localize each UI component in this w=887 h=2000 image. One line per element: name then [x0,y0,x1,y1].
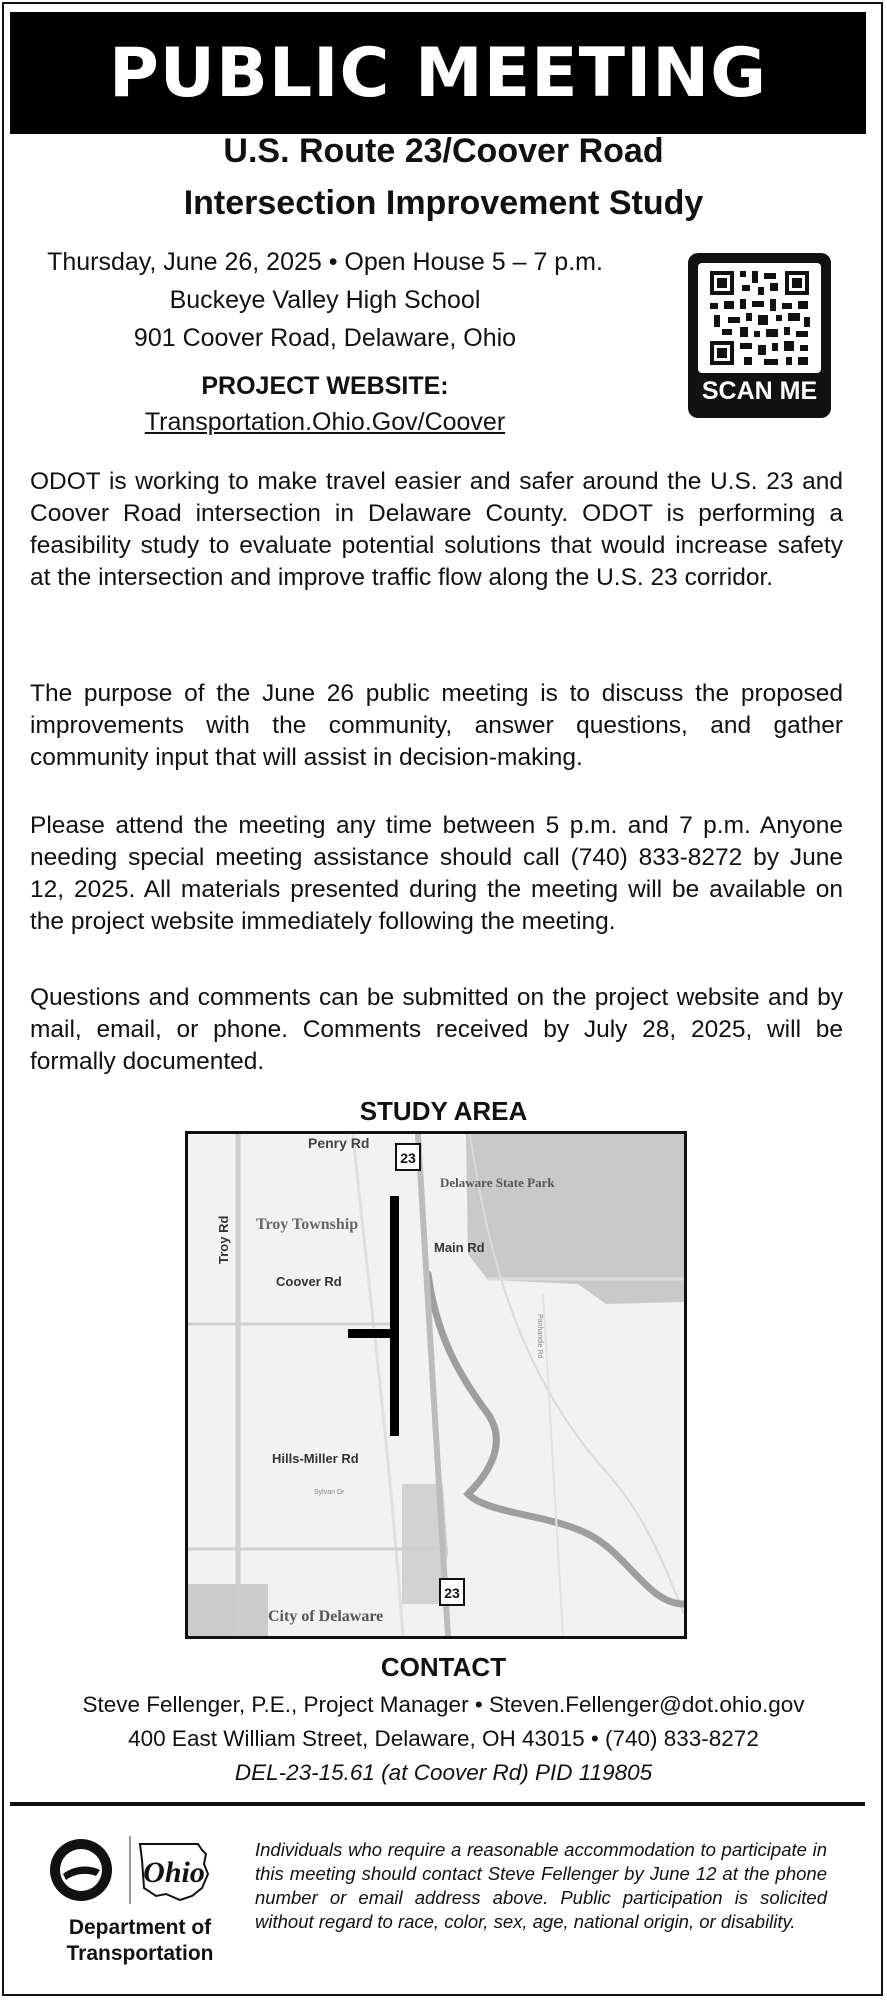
label-main-rd: Main Rd [434,1240,485,1255]
label-panhandle-rd: Panhandle Rd [536,1314,543,1359]
map-graphic [188,1134,684,1636]
contact-manager-line: Steve Fellenger, P.E., Project Manager • Steven.Fellenger@dot.ohio.gov [82,1692,805,1717]
map-title: STUDY AREA [359,1096,528,1126]
meeting-address: 901 Coover Road, Delaware, Ohio [133,324,517,352]
banner-title: PUBLIC MEETING [10,12,866,134]
study-title-line2: Intersection Improvement Study [183,184,704,222]
odot-logo [48,1830,228,1912]
footer-divider [10,1802,865,1806]
qr-code-icon [698,263,821,373]
website-link[interactable]: Transportation.Ohio.Gov/Coover [144,408,506,436]
odot-emblem-icon [48,1830,228,1912]
study-area-map [185,1131,687,1639]
project-id-line: DEL-23-15.61 (at Coover Rd) PID 119805 [234,1760,653,1785]
label-troy-township: Troy Township [256,1216,359,1233]
paragraph-overview: ODOT is working to make travel easier and safer around the U.S. 23 and Coover Road intersection in Delaware County. ODOT is performing a feasibility study to evaluate potential solutions that would increase safety at the intersection and improve traffic flow along the U.S. 23 corridor. [30,468,843,591]
dept-name-line2: Transportation [66,1942,214,1965]
study-title-line1: U.S. Route 23/Coover Road [223,132,664,170]
paragraph-purpose: The purpose of the June 26 public meeting is to discuss the proposed improvements with the community, answer questions, and gather community input that will assist in decision-making. [30,680,843,771]
paragraph-attendance: Please attend the meeting any time between 5 p.m. and 7 p.m. Anyone needing special meeting assistance should call (740) 833-8272 by June 12, 2025. All materials presented during the meeting will be available on the project website immediately following the meeting. [30,812,843,935]
label-city-of-delaware: City of Delaware [268,1608,384,1625]
route-shield-number-top: 23 [400,1150,416,1166]
label-hills-miller-rd: Hills-Miller Rd [272,1451,359,1466]
label-troy-rd: Troy Rd [216,1215,231,1264]
label-sylvan-dr: Sylvan Dr [314,1489,345,1496]
qr-code-badge[interactable] [688,253,831,418]
contact-title: CONTACT [380,1652,507,1682]
route-23-shield-top [396,1144,420,1170]
label-coover-rd: Coover Rd [276,1274,342,1289]
ohio-wordmark: Ohio [143,1856,205,1889]
route-shield-number-bottom: 23 [444,1585,460,1601]
contact-address-line: 400 East William Street, Delaware, OH 43015 • (740) 833-8272 [128,1726,759,1751]
route-23-shield-bottom [440,1579,464,1605]
paragraph-comments: Questions and comments can be submitted on the project website and by mail, email, or phone. Comments received by July 28, 2025, will be formally documented. [30,984,843,1075]
label-penry-rd: Penry Rd [308,1135,370,1151]
dept-name-line1: Department of [68,1916,212,1939]
label-state-park: Delaware State Park [440,1175,555,1190]
qr-scan-label: SCAN ME [701,377,818,405]
website-label: PROJECT WEBSITE: [201,372,449,400]
meeting-venue: Buckeye Valley High School [169,286,481,314]
accommodation-disclaimer: Individuals who require a reasonable accommodation to participate in this meeting should contact Steve Fellenger by June 12 at the phone number or email address above. Public participation is solicited without regard to race, color, sex, age, national origin, or disability. [255,1839,827,1932]
meeting-date-line: Thursday, June 26, 2025 • Open House 5 – 7 p.m. [47,248,603,276]
